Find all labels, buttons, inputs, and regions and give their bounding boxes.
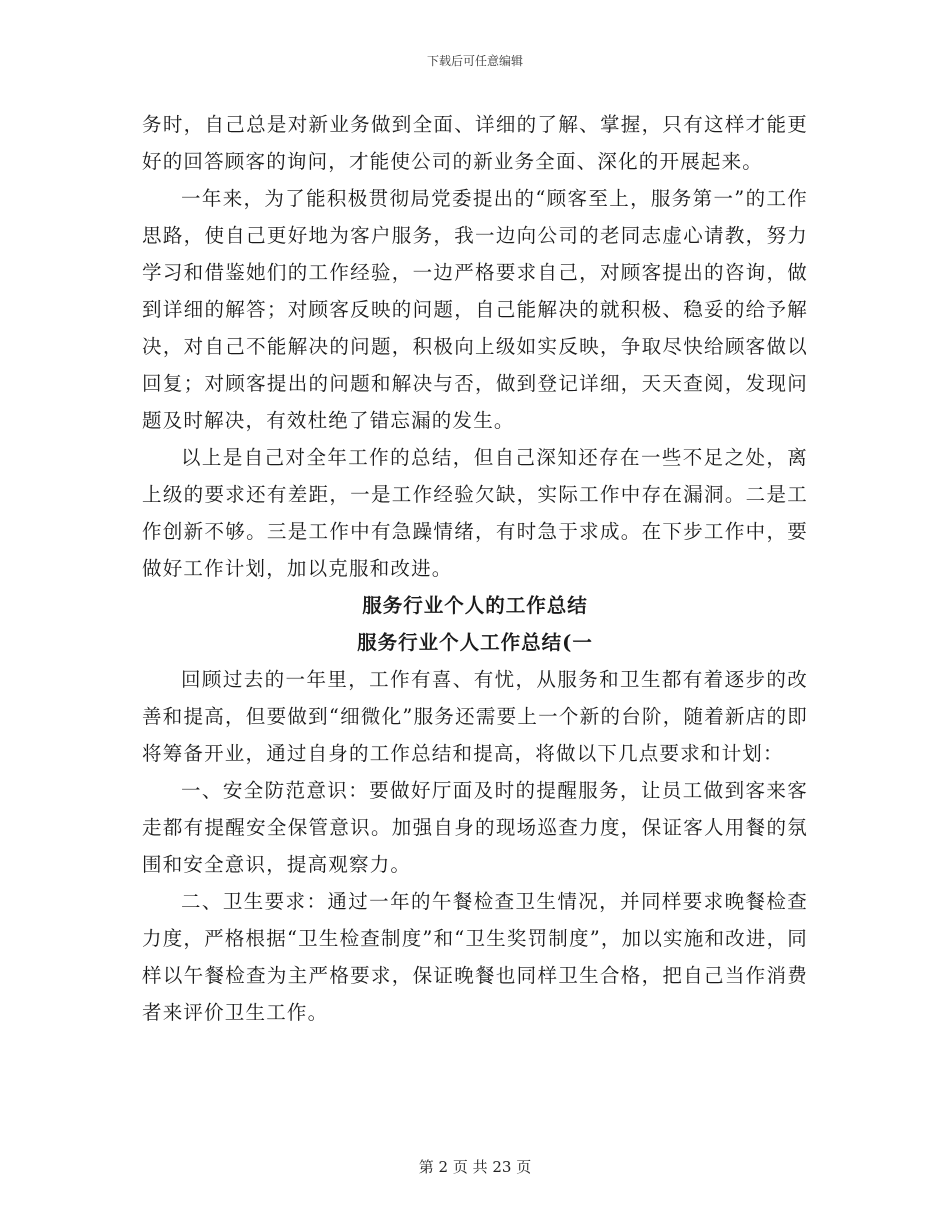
- section-title: 服务行业个人的工作总结: [362, 594, 588, 617]
- paragraph-4: 回顾过去的一年里，工作有喜、有忧，从服务和卫生都有着逐步的改善和提高，但要做到“细微化”服务还需要上一个新的台阶，随着新店的即将筹备开业，通过自身的工作总结和提高，将做以下几点要求和计划：: [142, 668, 808, 765]
- paragraph-6: 二、卫生要求：通过一年的午餐检查卫生情况，并同样要求晚餐检查力度，严格根据“卫生检查制度”和“卫生奖罚制度”，加以实施和改进，同样以午餐检查为主严格要求，保证晚餐也同样卫生合格，把自己当作消费者来评价卫生工作。: [142, 890, 808, 1024]
- section-subtitle: 服务行业个人工作总结(一: [357, 631, 593, 654]
- document-body: [142, 106, 808, 1031]
- paragraph-3: 以上是自己对全年工作的总结，但自己深知还存在一些不足之处，离上级的要求还有差距，一是工作经验欠缺，实际工作中存在漏洞。二是工作创新不够。三是工作中有急躁情绪，有时急于求成。在下步工作中，要做好工作计划，加以克服和改进。: [142, 446, 808, 580]
- paragraph-2: 一年来，为了能积极贯彻局党委提出的“顾客至上，服务第一”的工作思路，使自己更好地为客户服务，我一边向公司的老同志虚心请教，努力学习和借鉴她们的工作经验，一边严格要求自己，对顾客提出的咨询，做到详细的解答；对顾客反映的问题，自己能解决的就积极、稳妥的给予解决，对自己不能解决的问题，积极向上级如实反映，争取尽快给顾客做以回复；对顾客提出的问题和解决与否，做到登记详细，天天查阅，发现问题及时解决，有效杜绝了错忘漏的发生。: [142, 187, 808, 432]
- paragraph-1: 务时，自己总是对新业务做到全面、详细的了解、掌握，只有这样才能更好的回答顾客的询问，才能使公司的新业务全面、深化的开展起来。: [142, 113, 808, 173]
- page-header: 下载后可任意编辑: [426, 54, 523, 68]
- paragraph-5: 一、安全防范意识：要做好厅面及时的提醒服务，让员工做到客来客走都有提醒安全保管意识。加强自身的现场巡查力度，保证客人用餐的氛围和安全意识，提高观察力。: [142, 779, 808, 876]
- page-footer: 第 2 页 共 23 页: [418, 1158, 532, 1176]
